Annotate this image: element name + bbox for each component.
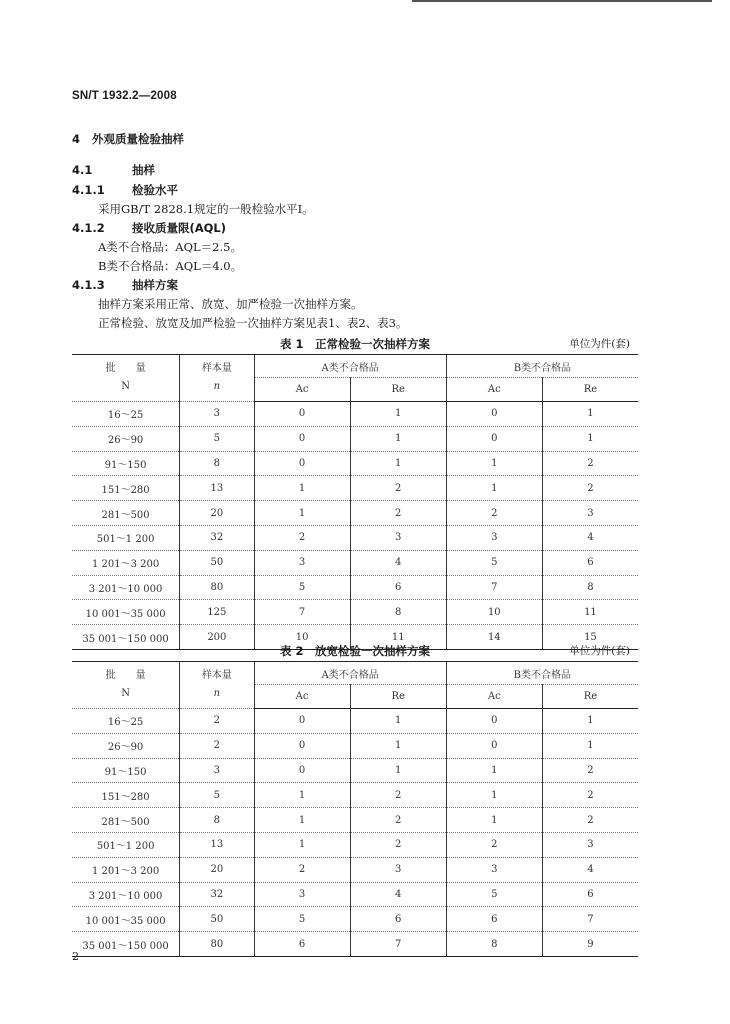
a-re-cell: 1 xyxy=(350,426,446,451)
a-re-cell: 2 xyxy=(350,808,446,833)
table-row xyxy=(72,575,638,600)
a-re-cell: 4 xyxy=(350,882,446,907)
clause-4-1 xyxy=(72,162,155,178)
batch-size-cell: 151～280 xyxy=(72,783,180,808)
table-row xyxy=(72,758,638,783)
a-ac-cell: 0 xyxy=(254,426,350,451)
batch-size-cell: 91～150 xyxy=(72,758,180,783)
a-ac-cell: 3 xyxy=(254,882,350,907)
a-ac-cell: 0 xyxy=(254,451,350,476)
table-row xyxy=(72,600,638,625)
clause-4-1-3 xyxy=(72,277,178,293)
b-ac-cell: 5 xyxy=(446,882,542,907)
top-rule xyxy=(412,0,712,2)
table-row xyxy=(72,832,638,857)
b-ac-cell: 2 xyxy=(446,832,542,857)
a-ac-cell: 1 xyxy=(254,476,350,501)
batch-size-cell: 1 201～3 200 xyxy=(72,857,180,882)
b-re-cell: 6 xyxy=(542,882,638,907)
b-ac-cell: 0 xyxy=(446,402,542,427)
batch-size-cell: 91～150 xyxy=(72,451,180,476)
table2 xyxy=(72,661,638,957)
b-re-cell: 3 xyxy=(542,501,638,526)
table-row xyxy=(72,808,638,833)
re-header: Re xyxy=(350,378,446,402)
clause-4-1-2 xyxy=(72,220,226,236)
a-ac-cell: 0 xyxy=(254,402,350,427)
batch-size-cell: 26～90 xyxy=(72,426,180,451)
clause-title: 抽样方案 xyxy=(132,278,178,292)
standard-number: SN/T 1932.2—2008 xyxy=(72,90,177,102)
table-row xyxy=(72,402,638,427)
a-re-cell: 2 xyxy=(350,832,446,857)
a-ac-cell: 1 xyxy=(254,832,350,857)
section-heading xyxy=(72,131,184,147)
table-header-row xyxy=(72,662,638,685)
b-ac-cell: 0 xyxy=(446,733,542,758)
table-row xyxy=(72,451,638,476)
b-re-cell: 1 xyxy=(542,733,638,758)
clause-title: 抽样 xyxy=(132,163,155,177)
a-ac-cell: 0 xyxy=(254,758,350,783)
b-ac-cell: 1 xyxy=(446,451,542,476)
sample-size-cell: 32 xyxy=(180,882,254,907)
clause-text: A类不合格品：AQL＝2.5。 xyxy=(98,240,242,254)
sample-size-cell: 80 xyxy=(180,932,254,957)
class-a-header: A类不合格品 xyxy=(254,355,446,378)
page-number: 2 xyxy=(72,950,79,963)
a-ac-cell: 0 xyxy=(254,733,350,758)
batch-size-cell: 16～25 xyxy=(72,402,180,427)
b-ac-cell: 8 xyxy=(446,932,542,957)
b-re-cell: 8 xyxy=(542,575,638,600)
batch-size-cell: 281～500 xyxy=(72,501,180,526)
table1 xyxy=(72,354,638,650)
a-re-cell: 3 xyxy=(350,525,446,550)
a-ac-cell: 1 xyxy=(254,783,350,808)
clause-title: 检验水平 xyxy=(132,183,178,197)
b-re-cell: 7 xyxy=(542,907,638,932)
b-ac-cell: 3 xyxy=(446,525,542,550)
a-ac-cell: 0 xyxy=(254,709,350,734)
sample-size-cell: 5 xyxy=(180,426,254,451)
b-ac-cell: 0 xyxy=(446,426,542,451)
table-row xyxy=(72,783,638,808)
a-re-cell: 4 xyxy=(350,550,446,575)
b-ac-cell: 2 xyxy=(446,501,542,526)
section-number: 4 xyxy=(72,132,81,146)
table-row xyxy=(72,709,638,734)
table-row xyxy=(72,733,638,758)
a-re-cell: 1 xyxy=(350,733,446,758)
b-ac-cell: 7 xyxy=(446,575,542,600)
class-b-header: B类不合格品 xyxy=(446,355,638,378)
a-re-cell: 2 xyxy=(350,476,446,501)
b-re-cell: 6 xyxy=(542,550,638,575)
a-ac-cell: 7 xyxy=(254,600,350,625)
sample-size-header: 样本量 n xyxy=(180,355,254,402)
b-re-cell: 9 xyxy=(542,932,638,957)
b-ac-cell: 1 xyxy=(446,783,542,808)
a-re-cell: 6 xyxy=(350,907,446,932)
class-a-header: A类不合格品 xyxy=(254,662,446,685)
sample-size-cell: 20 xyxy=(180,857,254,882)
table-row xyxy=(72,476,638,501)
batch-size-cell: 281～500 xyxy=(72,808,180,833)
a-re-cell: 8 xyxy=(350,600,446,625)
b-ac-cell: 3 xyxy=(446,857,542,882)
ac-header: Ac xyxy=(254,685,350,709)
b-re-cell: 4 xyxy=(542,857,638,882)
sample-size-cell: 80 xyxy=(180,575,254,600)
b-ac-cell: 1 xyxy=(446,758,542,783)
clause-number: 4.1.3 xyxy=(72,278,105,292)
section-title: 外观质量检验抽样 xyxy=(92,132,184,146)
b-re-cell: 2 xyxy=(542,758,638,783)
sample-size-cell: 2 xyxy=(180,709,254,734)
b-ac-cell: 14 xyxy=(446,625,542,650)
batch-size-cell: 3 201～10 000 xyxy=(72,575,180,600)
table-row xyxy=(72,907,638,932)
re-header: Re xyxy=(542,378,638,402)
batch-size-cell: 10 001～35 000 xyxy=(72,907,180,932)
b-ac-cell: 10 xyxy=(446,600,542,625)
b-re-cell: 1 xyxy=(542,402,638,427)
clause-number: 4.1.1 xyxy=(72,183,105,197)
clause-title: 接收质量限(AQL) xyxy=(132,221,227,235)
batch-size-cell: 151～280 xyxy=(72,476,180,501)
ac-header: Ac xyxy=(446,685,542,709)
b-re-cell: 11 xyxy=(542,600,638,625)
batch-size-cell: 35 001～150 000 xyxy=(72,932,180,957)
a-ac-cell: 1 xyxy=(254,501,350,526)
sample-size-cell: 50 xyxy=(180,550,254,575)
sample-size-cell: 3 xyxy=(180,402,254,427)
b-ac-cell: 1 xyxy=(446,808,542,833)
b-re-cell: 2 xyxy=(542,451,638,476)
a-ac-cell: 5 xyxy=(254,907,350,932)
a-re-cell: 1 xyxy=(350,709,446,734)
sample-size-cell: 2 xyxy=(180,733,254,758)
table-row xyxy=(72,426,638,451)
table-row xyxy=(72,525,638,550)
batch-size-cell: 1 201～3 200 xyxy=(72,550,180,575)
a-re-cell: 2 xyxy=(350,501,446,526)
clause-text: 正常检验、放宽及加严检验一次抽样方案见表1、表2、表3。 xyxy=(98,316,408,330)
ac-header: Ac xyxy=(446,378,542,402)
b-re-cell: 3 xyxy=(542,832,638,857)
a-re-cell: 7 xyxy=(350,932,446,957)
a-ac-cell: 3 xyxy=(254,550,350,575)
sample-size-header: 样本量 n xyxy=(180,662,254,709)
b-ac-cell: 1 xyxy=(446,476,542,501)
a-re-cell: 2 xyxy=(350,783,446,808)
sample-size-cell: 32 xyxy=(180,525,254,550)
a-re-cell: 1 xyxy=(350,758,446,783)
a-ac-cell: 6 xyxy=(254,932,350,957)
batch-size-cell: 3 201～10 000 xyxy=(72,882,180,907)
sample-size-cell: 20 xyxy=(180,501,254,526)
batch-size-cell: 35 001～150 000 xyxy=(72,625,180,650)
table2-unit: 单位为件(套) xyxy=(569,645,630,657)
batch-size-cell: 501～1 200 xyxy=(72,525,180,550)
sample-size-cell: 125 xyxy=(180,600,254,625)
sample-size-cell: 3 xyxy=(180,758,254,783)
a-re-cell: 1 xyxy=(350,402,446,427)
clause-text: 抽样方案采用正常、放宽、加严检验一次抽样方案。 xyxy=(98,297,363,311)
table-row xyxy=(72,501,638,526)
a-re-cell: 3 xyxy=(350,857,446,882)
batch-header: 批 量 N xyxy=(72,662,180,709)
table1-unit: 单位为件(套) xyxy=(569,338,630,350)
sample-size-cell: 200 xyxy=(180,625,254,650)
sample-size-cell: 13 xyxy=(180,832,254,857)
a-ac-cell: 2 xyxy=(254,525,350,550)
b-ac-cell: 0 xyxy=(446,709,542,734)
sample-size-cell: 5 xyxy=(180,783,254,808)
class-b-header: B类不合格品 xyxy=(446,662,638,685)
clause-number: 4.1.2 xyxy=(72,221,105,235)
table1-caption: 表 1 正常检验一次抽样方案 xyxy=(279,337,430,351)
b-re-cell: 15 xyxy=(542,625,638,650)
a-ac-cell: 5 xyxy=(254,575,350,600)
clause-4-1-1 xyxy=(72,182,178,198)
sample-size-cell: 50 xyxy=(180,907,254,932)
table-row xyxy=(72,550,638,575)
batch-size-cell: 26～90 xyxy=(72,733,180,758)
a-ac-cell: 1 xyxy=(254,808,350,833)
re-header: Re xyxy=(542,685,638,709)
a-re-cell: 11 xyxy=(350,625,446,650)
sample-size-cell: 13 xyxy=(180,476,254,501)
clause-text: 采用GB/T 2828.1规定的一般检验水平Ⅰ。 xyxy=(98,202,314,216)
b-re-cell: 2 xyxy=(542,783,638,808)
ac-header: Ac xyxy=(254,378,350,402)
re-header: Re xyxy=(350,685,446,709)
table-header-row xyxy=(72,355,638,378)
batch-size-cell: 501～1 200 xyxy=(72,832,180,857)
b-re-cell: 2 xyxy=(542,476,638,501)
b-re-cell: 1 xyxy=(542,709,638,734)
table-row xyxy=(72,932,638,957)
table-row xyxy=(72,882,638,907)
batch-size-cell: 10 001～35 000 xyxy=(72,600,180,625)
a-ac-cell: 2 xyxy=(254,857,350,882)
b-ac-cell: 5 xyxy=(446,550,542,575)
b-re-cell: 2 xyxy=(542,808,638,833)
clause-number: 4.1 xyxy=(72,163,93,177)
batch-size-cell: 16～25 xyxy=(72,709,180,734)
a-ac-cell: 10 xyxy=(254,625,350,650)
batch-header: 批 量 N xyxy=(72,355,180,402)
clause-text: B类不合格品：AQL＝4.0。 xyxy=(98,259,243,273)
table-row xyxy=(72,857,638,882)
b-re-cell: 1 xyxy=(542,426,638,451)
table2-caption: 表 2 放宽检验一次抽样方案 xyxy=(279,644,430,658)
b-ac-cell: 6 xyxy=(446,907,542,932)
sample-size-cell: 8 xyxy=(180,451,254,476)
a-re-cell: 6 xyxy=(350,575,446,600)
a-re-cell: 1 xyxy=(350,451,446,476)
sample-size-cell: 8 xyxy=(180,808,254,833)
b-re-cell: 4 xyxy=(542,525,638,550)
